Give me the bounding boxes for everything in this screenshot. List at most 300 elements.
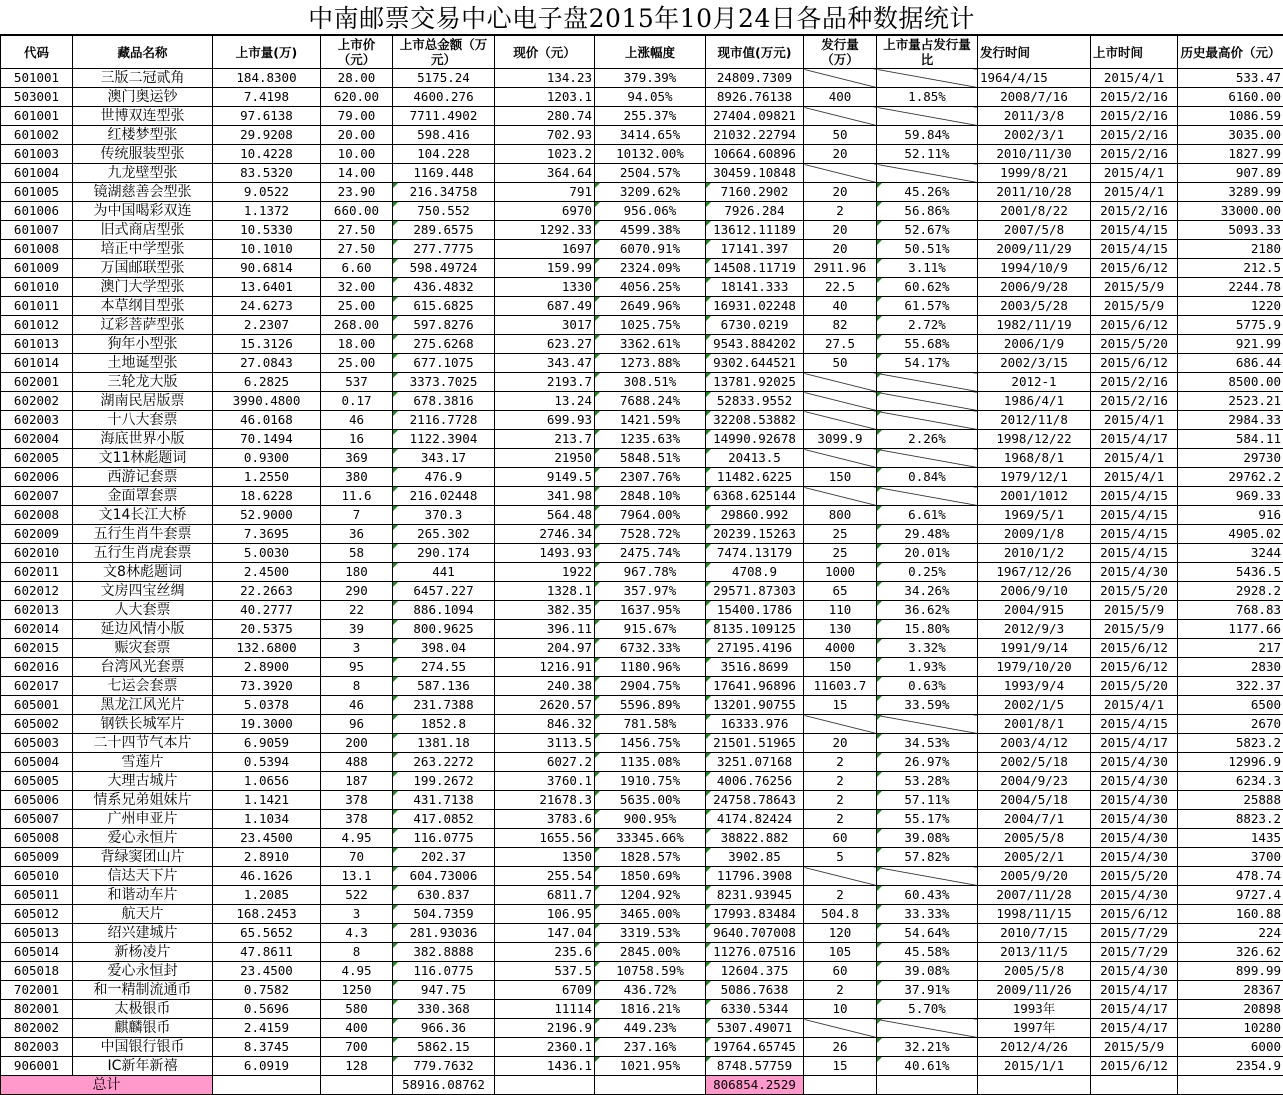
cell-current-price[interactable]: 382.35 [495, 601, 595, 620]
cell-issue-qty[interactable] [804, 1019, 877, 1038]
cell-total-amount[interactable]: 202.37 [393, 848, 495, 867]
cell-highest-price[interactable]: 2928.2 [1178, 582, 1283, 601]
cell-list-price[interactable]: 10.00 [321, 145, 393, 164]
cell-current-price[interactable]: 235.6 [495, 943, 595, 962]
cell-name[interactable]: 爱心永恒封 [73, 962, 213, 981]
cell-list-price[interactable]: 128 [321, 1057, 393, 1076]
cell-ratio[interactable] [877, 715, 978, 734]
cell-total-amount[interactable]: 330.368 [393, 1000, 495, 1019]
cell-current-price[interactable]: 1330 [495, 278, 595, 297]
cell-highest-price[interactable]: 160.88 [1178, 905, 1283, 924]
cell-name[interactable]: 澳门奥运钞 [73, 88, 213, 107]
cell-quantity[interactable]: 10.1010 [213, 240, 321, 259]
cell-issue-qty[interactable]: 2 [804, 753, 877, 772]
cell-total-amount[interactable]: 1852.8 [393, 715, 495, 734]
cell-issue-qty[interactable]: 50 [804, 126, 877, 145]
cell-market-value[interactable]: 7160.2902 [706, 183, 804, 202]
cell-issue-qty[interactable] [804, 373, 877, 392]
cell-code[interactable]: 602005 [1, 449, 73, 468]
cell-issue-date[interactable]: 2006/9/10 [978, 582, 1091, 601]
col-header-rise[interactable]: 上涨幅度 [595, 36, 706, 69]
cell-current-price[interactable]: 2360.1 [495, 1038, 595, 1057]
cell-quantity[interactable]: 40.2777 [213, 601, 321, 620]
cell-highest-price[interactable]: 212.5 [1178, 259, 1283, 278]
cell-current-price[interactable]: 13.24 [495, 392, 595, 411]
cell-list-date[interactable]: 2015/4/15 [1091, 715, 1178, 734]
cell-total-amount[interactable]: 947.75 [393, 981, 495, 1000]
cell-name[interactable]: 爱心永恒片 [73, 829, 213, 848]
cell-rise[interactable]: 3209.62% [595, 183, 706, 202]
cell-code[interactable]: 605003 [1, 734, 73, 753]
cell-list-price[interactable]: 1250 [321, 981, 393, 1000]
cell-current-price[interactable]: 21678.3 [495, 791, 595, 810]
cell-current-price[interactable]: 3760.1 [495, 772, 595, 791]
cell-total-amount[interactable]: 417.0852 [393, 810, 495, 829]
cell-name[interactable]: 台湾风光套票 [73, 658, 213, 677]
cell-rise[interactable]: 3319.53% [595, 924, 706, 943]
cell-code[interactable]: 802002 [1, 1019, 73, 1038]
cell-quantity[interactable]: 10.4228 [213, 145, 321, 164]
cell-issue-qty[interactable]: 26 [804, 1038, 877, 1057]
cell-list-date[interactable]: 2015/2/16 [1091, 373, 1178, 392]
cell-name[interactable]: 澳门大学型张 [73, 278, 213, 297]
cell-rise[interactable]: 1910.75% [595, 772, 706, 791]
cell-rise[interactable]: 436.72% [595, 981, 706, 1000]
cell-code[interactable]: 601002 [1, 126, 73, 145]
cell-rise[interactable]: 2904.75% [595, 677, 706, 696]
total-market-value[interactable]: 806854.2529 [706, 1076, 804, 1095]
cell-quantity[interactable]: 19.3000 [213, 715, 321, 734]
cell-market-value[interactable]: 24809.7309 [706, 69, 804, 88]
cell-rise[interactable]: 10132.00% [595, 145, 706, 164]
cell-ratio[interactable] [877, 69, 978, 88]
cell-ratio[interactable]: 60.62% [877, 278, 978, 297]
cell-list-price[interactable]: 180 [321, 563, 393, 582]
cell-rise[interactable]: 7528.72% [595, 525, 706, 544]
cell-code[interactable]: 602012 [1, 582, 73, 601]
cell-highest-price[interactable]: 2984.33 [1178, 411, 1283, 430]
cell-market-value[interactable]: 4006.76256 [706, 772, 804, 791]
cell-total-amount[interactable]: 216.34758 [393, 183, 495, 202]
cell-issue-date[interactable]: 2003/4/12 [978, 734, 1091, 753]
cell-rise[interactable]: 2848.10% [595, 487, 706, 506]
cell-list-price[interactable]: 187 [321, 772, 393, 791]
cell-issue-qty[interactable]: 65 [804, 582, 877, 601]
cell-issue-date[interactable]: 2005/5/8 [978, 962, 1091, 981]
cell-issue-date[interactable]: 1982/11/19 [978, 316, 1091, 335]
cell-total-amount[interactable]: 216.02448 [393, 487, 495, 506]
cell-rise[interactable]: 5848.51% [595, 449, 706, 468]
cell-market-value[interactable]: 11482.6225 [706, 468, 804, 487]
cell-quantity[interactable]: 2.2307 [213, 316, 321, 335]
cell-quantity[interactable]: 46.1626 [213, 867, 321, 886]
total-cell-empty[interactable] [213, 1076, 321, 1095]
cell-ratio[interactable]: 40.61% [877, 1057, 978, 1076]
cell-rise[interactable]: 1235.63% [595, 430, 706, 449]
cell-issue-qty[interactable]: 2911.96 [804, 259, 877, 278]
cell-current-price[interactable]: 6970 [495, 202, 595, 221]
cell-current-price[interactable]: 2193.7 [495, 373, 595, 392]
cell-ratio[interactable]: 34.53% [877, 734, 978, 753]
cell-rise[interactable]: 1456.75% [595, 734, 706, 753]
cell-code[interactable]: 602016 [1, 658, 73, 677]
cell-list-date[interactable]: 2015/4/17 [1091, 981, 1178, 1000]
cell-issue-date[interactable]: 2008/7/16 [978, 88, 1091, 107]
cell-quantity[interactable]: 10.5330 [213, 221, 321, 240]
cell-list-date[interactable]: 2015/4/30 [1091, 791, 1178, 810]
cell-code[interactable]: 605014 [1, 943, 73, 962]
cell-total-amount[interactable]: 587.136 [393, 677, 495, 696]
cell-highest-price[interactable]: 2354.9 [1178, 1057, 1283, 1076]
cell-list-date[interactable]: 2015/4/30 [1091, 753, 1178, 772]
cell-list-date[interactable]: 2015/4/17 [1091, 1000, 1178, 1019]
cell-code[interactable]: 605011 [1, 886, 73, 905]
cell-name[interactable]: 西游记套票 [73, 468, 213, 487]
cell-code[interactable]: 602010 [1, 544, 73, 563]
cell-list-price[interactable]: 200 [321, 734, 393, 753]
cell-highest-price[interactable]: 326.62 [1178, 943, 1283, 962]
cell-quantity[interactable]: 65.5652 [213, 924, 321, 943]
cell-market-value[interactable]: 5307.49071 [706, 1019, 804, 1038]
cell-market-value[interactable]: 17993.83484 [706, 905, 804, 924]
cell-issue-date[interactable]: 2011/3/8 [978, 107, 1091, 126]
cell-rise[interactable]: 1135.08% [595, 753, 706, 772]
cell-highest-price[interactable]: 33000.00 [1178, 202, 1283, 221]
cell-market-value[interactable]: 4174.82424 [706, 810, 804, 829]
cell-market-value[interactable]: 14990.92678 [706, 430, 804, 449]
cell-rise[interactable]: 1204.92% [595, 886, 706, 905]
cell-market-value[interactable]: 21501.51965 [706, 734, 804, 753]
cell-current-price[interactable]: 1922 [495, 563, 595, 582]
cell-ratio[interactable]: 33.59% [877, 696, 978, 715]
cell-code[interactable]: 605002 [1, 715, 73, 734]
cell-total-amount[interactable]: 3373.7025 [393, 373, 495, 392]
cell-total-amount[interactable]: 5175.24 [393, 69, 495, 88]
cell-current-price[interactable]: 564.48 [495, 506, 595, 525]
cell-highest-price[interactable]: 1177.66 [1178, 620, 1283, 639]
cell-total-amount[interactable]: 597.8276 [393, 316, 495, 335]
cell-ratio[interactable]: 53.28% [877, 772, 978, 791]
cell-code[interactable]: 605007 [1, 810, 73, 829]
cell-ratio[interactable]: 37.91% [877, 981, 978, 1000]
cell-ratio[interactable]: 45.26% [877, 183, 978, 202]
cell-list-date[interactable]: 2015/5/9 [1091, 620, 1178, 639]
cell-market-value[interactable]: 52833.9552 [706, 392, 804, 411]
cell-rise[interactable]: 3465.00% [595, 905, 706, 924]
cell-code[interactable]: 602014 [1, 620, 73, 639]
cell-rise[interactable]: 237.16% [595, 1038, 706, 1057]
cell-ratio[interactable]: 2.26% [877, 430, 978, 449]
cell-current-price[interactable]: 204.97 [495, 639, 595, 658]
cell-issue-qty[interactable]: 2 [804, 886, 877, 905]
cell-issue-qty[interactable]: 1000 [804, 563, 877, 582]
cell-issue-date[interactable]: 2005/5/8 [978, 829, 1091, 848]
col-header-highest-price[interactable]: 历史最高价（元） [1178, 36, 1283, 69]
cell-issue-qty[interactable]: 2 [804, 772, 877, 791]
cell-list-price[interactable]: 8 [321, 677, 393, 696]
cell-total-amount[interactable]: 7711.4902 [393, 107, 495, 126]
cell-quantity[interactable]: 2.4500 [213, 563, 321, 582]
col-header-name[interactable]: 藏品名称 [73, 36, 213, 69]
cell-total-amount[interactable]: 4600.276 [393, 88, 495, 107]
cell-total-amount[interactable]: 104.228 [393, 145, 495, 164]
cell-market-value[interactable]: 5086.7638 [706, 981, 804, 1000]
cell-current-price[interactable]: 1697 [495, 240, 595, 259]
cell-total-amount[interactable]: 382.8888 [393, 943, 495, 962]
cell-code[interactable]: 605008 [1, 829, 73, 848]
cell-list-date[interactable]: 2015/5/9 [1091, 278, 1178, 297]
cell-current-price[interactable]: 2620.57 [495, 696, 595, 715]
cell-rise[interactable]: 10758.59% [595, 962, 706, 981]
cell-quantity[interactable]: 73.3920 [213, 677, 321, 696]
cell-total-amount[interactable]: 678.3816 [393, 392, 495, 411]
cell-highest-price[interactable]: 6234.3 [1178, 772, 1283, 791]
total-cell-empty[interactable] [1091, 1076, 1178, 1095]
cell-quantity[interactable]: 6.9059 [213, 734, 321, 753]
cell-quantity[interactable]: 6.0919 [213, 1057, 321, 1076]
cell-rise[interactable]: 1421.59% [595, 411, 706, 430]
cell-quantity[interactable]: 22.2663 [213, 582, 321, 601]
cell-code[interactable]: 601009 [1, 259, 73, 278]
cell-total-amount[interactable]: 231.7388 [393, 696, 495, 715]
cell-code[interactable]: 605005 [1, 772, 73, 791]
cell-rise[interactable]: 7688.24% [595, 392, 706, 411]
cell-rise[interactable]: 1637.95% [595, 601, 706, 620]
cell-highest-price[interactable]: 2830 [1178, 658, 1283, 677]
cell-ratio[interactable]: 33.33% [877, 905, 978, 924]
cell-quantity[interactable]: 3990.4800 [213, 392, 321, 411]
cell-issue-date[interactable]: 1993/9/4 [978, 677, 1091, 696]
cell-market-value[interactable]: 17141.397 [706, 240, 804, 259]
cell-code[interactable]: 605013 [1, 924, 73, 943]
cell-list-price[interactable]: 23.90 [321, 183, 393, 202]
cell-name[interactable]: 麒麟银币 [73, 1019, 213, 1038]
cell-code[interactable]: 605009 [1, 848, 73, 867]
cell-rise[interactable]: 5635.00% [595, 791, 706, 810]
cell-market-value[interactable]: 3516.8699 [706, 658, 804, 677]
cell-quantity[interactable]: 90.6814 [213, 259, 321, 278]
cell-ratio[interactable]: 36.62% [877, 601, 978, 620]
cell-name[interactable]: IC新年新禧 [73, 1057, 213, 1076]
cell-highest-price[interactable]: 6160.00 [1178, 88, 1283, 107]
cell-list-price[interactable]: 378 [321, 810, 393, 829]
cell-list-date[interactable]: 2015/4/15 [1091, 544, 1178, 563]
cell-ratio[interactable]: 2.72% [877, 316, 978, 335]
cell-issue-qty[interactable]: 20 [804, 221, 877, 240]
cell-highest-price[interactable]: 8500.00 [1178, 373, 1283, 392]
cell-name[interactable]: 本草纲目型张 [73, 297, 213, 316]
cell-rise[interactable]: 956.06% [595, 202, 706, 221]
cell-rise[interactable]: 379.39% [595, 69, 706, 88]
cell-ratio[interactable]: 56.86% [877, 202, 978, 221]
cell-market-value[interactable]: 13612.11189 [706, 221, 804, 240]
cell-market-value[interactable]: 9640.707008 [706, 924, 804, 943]
cell-quantity[interactable]: 46.0168 [213, 411, 321, 430]
cell-total-amount[interactable]: 265.302 [393, 525, 495, 544]
cell-issue-qty[interactable]: 2 [804, 981, 877, 1000]
cell-issue-qty[interactable]: 40 [804, 297, 877, 316]
cell-rise[interactable]: 4056.25% [595, 278, 706, 297]
cell-rise[interactable]: 1850.69% [595, 867, 706, 886]
cell-code[interactable]: 602004 [1, 430, 73, 449]
cell-list-date[interactable]: 2015/4/17 [1091, 1019, 1178, 1038]
cell-highest-price[interactable]: 2180 [1178, 240, 1283, 259]
cell-quantity[interactable]: 52.9000 [213, 506, 321, 525]
cell-ratio[interactable] [877, 1019, 978, 1038]
cell-rise[interactable]: 94.05% [595, 88, 706, 107]
cell-list-date[interactable]: 2015/4/1 [1091, 69, 1178, 88]
cell-market-value[interactable]: 16931.02248 [706, 297, 804, 316]
cell-highest-price[interactable]: 2523.21 [1178, 392, 1283, 411]
cell-rise[interactable]: 6732.33% [595, 639, 706, 658]
cell-name[interactable]: 传统服装型张 [73, 145, 213, 164]
cell-list-price[interactable]: 488 [321, 753, 393, 772]
cell-quantity[interactable]: 1.2550 [213, 468, 321, 487]
cell-list-date[interactable]: 2015/4/30 [1091, 772, 1178, 791]
cell-name[interactable]: 雪莲片 [73, 753, 213, 772]
cell-list-price[interactable]: 522 [321, 886, 393, 905]
cell-name[interactable]: 航天片 [73, 905, 213, 924]
cell-list-price[interactable]: 20.00 [321, 126, 393, 145]
cell-issue-qty[interactable]: 130 [804, 620, 877, 639]
cell-issue-qty[interactable] [804, 715, 877, 734]
cell-issue-qty[interactable] [804, 867, 877, 886]
cell-quantity[interactable]: 13.6401 [213, 278, 321, 297]
cell-issue-date[interactable]: 2012/9/3 [978, 620, 1091, 639]
cell-quantity[interactable]: 1.0656 [213, 772, 321, 791]
cell-code[interactable]: 601010 [1, 278, 73, 297]
cell-total-amount[interactable]: 441 [393, 563, 495, 582]
cell-rise[interactable]: 2307.76% [595, 468, 706, 487]
cell-list-price[interactable]: 3 [321, 905, 393, 924]
cell-code[interactable]: 602001 [1, 373, 73, 392]
cell-quantity[interactable]: 1.1372 [213, 202, 321, 221]
cell-current-price[interactable]: 1493.93 [495, 544, 595, 563]
cell-list-price[interactable]: 14.00 [321, 164, 393, 183]
cell-ratio[interactable]: 6.61% [877, 506, 978, 525]
cell-total-amount[interactable]: 436.4832 [393, 278, 495, 297]
cell-issue-qty[interactable] [804, 164, 877, 183]
cell-current-price[interactable]: 2196.9 [495, 1019, 595, 1038]
cell-issue-date[interactable]: 2009/11/29 [978, 240, 1091, 259]
cell-total-amount[interactable]: 504.7359 [393, 905, 495, 924]
cell-name[interactable]: 黑龙江风光片 [73, 696, 213, 715]
cell-highest-price[interactable]: 12996.9 [1178, 753, 1283, 772]
cell-current-price[interactable]: 147.04 [495, 924, 595, 943]
cell-market-value[interactable]: 14508.11719 [706, 259, 804, 278]
cell-code[interactable]: 601001 [1, 107, 73, 126]
cell-quantity[interactable]: 18.6228 [213, 487, 321, 506]
cell-name[interactable]: 文14长江大桥 [73, 506, 213, 525]
cell-list-price[interactable]: 0.17 [321, 392, 393, 411]
total-cell-empty[interactable] [804, 1076, 877, 1095]
cell-name[interactable]: 信达天下片 [73, 867, 213, 886]
cell-current-price[interactable]: 159.99 [495, 259, 595, 278]
cell-total-amount[interactable]: 630.837 [393, 886, 495, 905]
cell-highest-price[interactable]: 5775.9 [1178, 316, 1283, 335]
cell-ratio[interactable] [877, 449, 978, 468]
cell-ratio[interactable] [877, 107, 978, 126]
cell-rise[interactable]: 255.37% [595, 107, 706, 126]
cell-quantity[interactable]: 2.8910 [213, 848, 321, 867]
cell-quantity[interactable]: 0.7582 [213, 981, 321, 1000]
cell-total-amount[interactable]: 476.9 [393, 468, 495, 487]
cell-ratio[interactable]: 0.63% [877, 677, 978, 696]
cell-name[interactable]: 广州申亚片 [73, 810, 213, 829]
cell-current-price[interactable]: 623.27 [495, 335, 595, 354]
cell-ratio[interactable]: 39.08% [877, 962, 978, 981]
cell-list-price[interactable]: 22 [321, 601, 393, 620]
cell-list-date[interactable]: 2015/4/17 [1091, 734, 1178, 753]
total-cell-empty[interactable] [495, 1076, 595, 1095]
cell-ratio[interactable]: 15.80% [877, 620, 978, 639]
cell-issue-date[interactable]: 2009/11/26 [978, 981, 1091, 1000]
cell-market-value[interactable]: 27404.09821 [706, 107, 804, 126]
cell-issue-date[interactable]: 1991/9/14 [978, 639, 1091, 658]
cell-current-price[interactable]: 11114 [495, 1000, 595, 1019]
cell-market-value[interactable]: 11276.07516 [706, 943, 804, 962]
cell-current-price[interactable]: 1216.91 [495, 658, 595, 677]
cell-current-price[interactable]: 280.74 [495, 107, 595, 126]
cell-issue-date[interactable]: 1998/11/15 [978, 905, 1091, 924]
cell-issue-date[interactable]: 2012/4/26 [978, 1038, 1091, 1057]
cell-current-price[interactable]: 699.93 [495, 411, 595, 430]
cell-list-date[interactable]: 2015/2/16 [1091, 88, 1178, 107]
cell-name[interactable]: 狗年小型张 [73, 335, 213, 354]
cell-list-price[interactable]: 95 [321, 658, 393, 677]
cell-code[interactable]: 605010 [1, 867, 73, 886]
cell-current-price[interactable]: 213.7 [495, 430, 595, 449]
cell-issue-qty[interactable]: 105 [804, 943, 877, 962]
cell-total-amount[interactable]: 604.73006 [393, 867, 495, 886]
cell-total-amount[interactable]: 598.49724 [393, 259, 495, 278]
cell-code[interactable]: 602015 [1, 639, 73, 658]
cell-code[interactable]: 602011 [1, 563, 73, 582]
cell-code[interactable]: 601006 [1, 202, 73, 221]
cell-rise[interactable]: 2649.96% [595, 297, 706, 316]
cell-issue-date[interactable]: 2006/9/28 [978, 278, 1091, 297]
cell-code[interactable]: 605018 [1, 962, 73, 981]
cell-issue-date[interactable]: 1994/10/9 [978, 259, 1091, 278]
cell-highest-price[interactable]: 3289.99 [1178, 183, 1283, 202]
cell-name[interactable]: 绍兴建城片 [73, 924, 213, 943]
cell-name[interactable]: 七运会套票 [73, 677, 213, 696]
cell-code[interactable]: 605004 [1, 753, 73, 772]
cell-issue-date[interactable]: 2001/8/22 [978, 202, 1091, 221]
cell-issue-qty[interactable]: 22.5 [804, 278, 877, 297]
cell-list-price[interactable]: 6.60 [321, 259, 393, 278]
total-amount[interactable]: 58916.08762 [393, 1076, 495, 1095]
cell-quantity[interactable]: 168.2453 [213, 905, 321, 924]
cell-issue-date[interactable]: 1993年 [978, 1000, 1091, 1019]
cell-market-value[interactable]: 16333.976 [706, 715, 804, 734]
cell-list-date[interactable]: 2015/4/30 [1091, 563, 1178, 582]
cell-code[interactable]: 602002 [1, 392, 73, 411]
cell-highest-price[interactable]: 3035.00 [1178, 126, 1283, 145]
cell-quantity[interactable]: 0.9300 [213, 449, 321, 468]
cell-issue-date[interactable]: 1986/4/1 [978, 392, 1091, 411]
cell-rise[interactable]: 449.23% [595, 1019, 706, 1038]
cell-list-price[interactable]: 660.00 [321, 202, 393, 221]
cell-total-amount[interactable]: 274.55 [393, 658, 495, 677]
cell-name[interactable]: 土地诞型张 [73, 354, 213, 373]
cell-list-date[interactable]: 2015/4/1 [1091, 183, 1178, 202]
cell-total-amount[interactable]: 370.3 [393, 506, 495, 525]
cell-ratio[interactable]: 0.25% [877, 563, 978, 582]
cell-list-date[interactable]: 2015/6/12 [1091, 316, 1178, 335]
cell-issue-qty[interactable]: 800 [804, 506, 877, 525]
cell-code[interactable]: 602013 [1, 601, 73, 620]
